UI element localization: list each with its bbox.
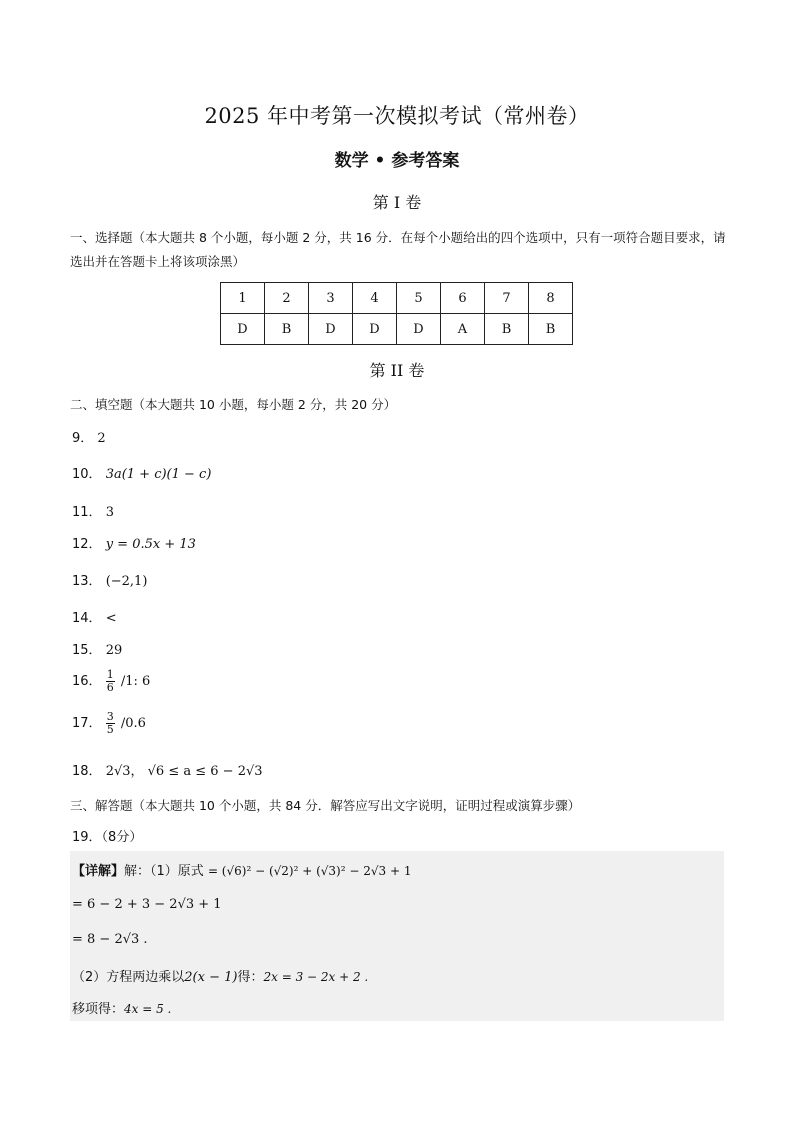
question-number: 12． — [72, 537, 102, 552]
fill-answer-12 — [72, 533, 196, 552]
table-cell: D — [397, 314, 441, 345]
table-cell: B — [485, 314, 529, 345]
fraction — [106, 669, 115, 694]
fraction-numerator: 3 — [106, 710, 114, 723]
answer-text: /1: 6 — [120, 674, 151, 689]
solution-text: （2）方程两边乘以 — [72, 970, 185, 985]
fill-answer-17 — [72, 711, 146, 736]
question-19-heading: 19．（8分） — [72, 830, 143, 845]
fraction-denominator: 5 — [106, 723, 114, 736]
table-cell: B — [265, 314, 309, 345]
solution-math: 2(x − 1) — [184, 970, 238, 985]
section-1-instructions: 一、选择题（本大题共 8 个小题，每小题 2 分，共 16 分．在每个小题给出的四个选项中，只有一项符合题目要求，请选出并在答题卡上将该项涂黑） — [70, 230, 726, 269]
fill-answer-14 — [72, 607, 117, 626]
table-cell: B — [529, 314, 573, 345]
solution-label: 【详解】 — [72, 864, 125, 879]
fill-answer-15 — [72, 639, 122, 658]
solution-text: 解：（1）原式 — [124, 864, 204, 879]
question-number: 14． — [72, 611, 102, 626]
solution-line-1 — [72, 860, 411, 879]
fill-answer-16 — [72, 669, 150, 694]
table-cell: 8 — [529, 283, 573, 314]
table-cell: D — [221, 314, 265, 345]
answer-text: 3a(1 + c)(1 − c) — [105, 467, 212, 482]
solution-line-4 — [72, 966, 368, 985]
fill-answer-13 — [72, 570, 147, 589]
fill-answer-9 — [72, 427, 106, 446]
volume-2-heading: 第 II 卷 — [369, 361, 425, 380]
table-cell: 6 — [441, 283, 485, 314]
answer-text: y = 0.5x + 13 — [105, 537, 196, 552]
answer-text: < — [105, 611, 117, 626]
answer-text: /0.6 — [120, 716, 146, 731]
fill-answer-11 — [72, 501, 114, 520]
solution-text: 移项得： — [72, 1002, 125, 1017]
table-cell: 2 — [265, 283, 309, 314]
solution-math: 2x = 3 − 2x + 2 . — [263, 970, 369, 984]
table-row-numbers — [221, 283, 573, 314]
solution-text: 得： — [237, 970, 264, 985]
answer-text: 2√3， √6 ≤ a ≤ 6 − 2√3 — [105, 764, 263, 779]
answer-text: 3 — [105, 505, 114, 520]
section-3-instructions: 三、解答题（本大题共 10 个小题，共 84 分．解答应写出文字说明，证明过程或演算步骤） — [70, 798, 581, 813]
fill-answer-10 — [72, 463, 211, 482]
question-number: 11． — [72, 505, 102, 520]
solution-math: = (√6)² − (√2)² + (√3)² − 2√3 + 1 — [207, 864, 412, 878]
answer-text: 2 — [97, 431, 106, 446]
fraction-denominator: 6 — [106, 681, 114, 694]
answer-text: 29 — [105, 643, 123, 658]
answer-text: (−2,1) — [105, 574, 148, 589]
question-number: 9． — [72, 431, 94, 446]
question-number: 15． — [72, 643, 102, 658]
page-title: 2025 年中考第一次模拟考试（常州卷） — [204, 104, 590, 128]
solution-math: 4x = 5 . — [124, 1002, 172, 1016]
question-number: 17． — [72, 716, 102, 731]
table-cell: 7 — [485, 283, 529, 314]
table-cell: 1 — [221, 283, 265, 314]
fraction — [106, 711, 115, 736]
table-cell: A — [441, 314, 485, 345]
question-number: 18． — [72, 764, 102, 779]
table-cell: 3 — [309, 283, 353, 314]
fraction-numerator: 1 — [106, 668, 114, 681]
question-number: 16． — [72, 674, 102, 689]
table-cell: 5 — [397, 283, 441, 314]
question-number: 10． — [72, 467, 102, 482]
fill-answer-18 — [72, 760, 263, 779]
solution-line-5 — [72, 998, 171, 1017]
table-cell: 4 — [353, 283, 397, 314]
volume-1-heading: 第 I 卷 — [372, 193, 422, 212]
question-number: 13． — [72, 574, 102, 589]
table-cell: D — [309, 314, 353, 345]
section-2-instructions: 二、填空题（本大题共 10 小题，每小题 2 分，共 20 分） — [70, 397, 397, 412]
page-subtitle: 数学 • 参考答案 — [334, 151, 460, 171]
choice-answer-table — [220, 282, 573, 345]
table-cell: D — [353, 314, 397, 345]
solution-line-2: = 6 − 2 + 3 − 2√3 + 1 — [72, 897, 222, 912]
solution-line-3: = 8 − 2√3 . — [72, 932, 148, 947]
table-row-answers — [221, 314, 573, 345]
